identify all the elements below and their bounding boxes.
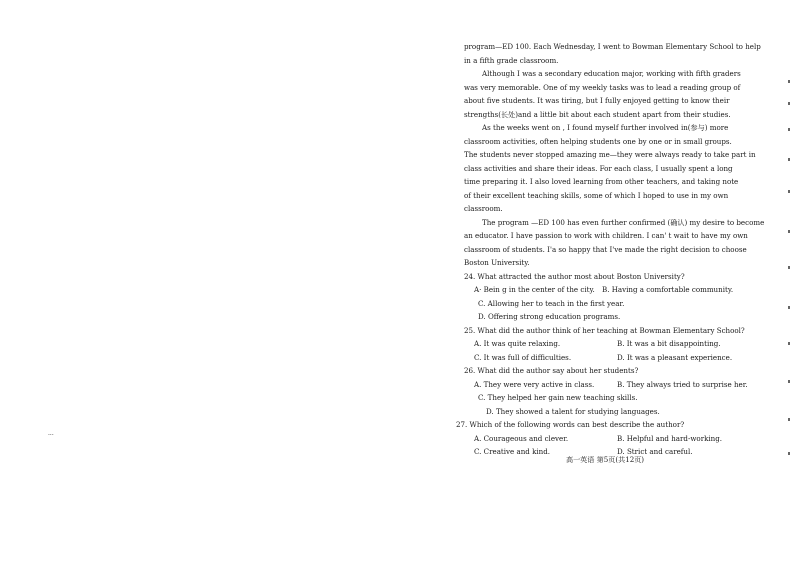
question-25-option-b: B. It was a bit disappointing. [617,339,721,348]
question-24-option-c: C. Allowing her to teach in the first year. [478,298,625,308]
question-26-option-d: D. They showed a talent for studying languages. [486,406,660,416]
passage-line: strengths(长处)and a little bit about each student apart from their studies. [464,109,731,119]
stray-mark: ... [48,430,54,437]
question-26-option-b: B. They always tried to surprise her. [617,379,748,389]
question-24-option-b: B. Having a comfortable community. [602,285,734,294]
question-27-option-b: B. Helpful and hard-working. [617,433,723,443]
question-24-option-d: D. Offering strong education programs. [478,312,621,321]
question-25-stem: 25. What did the author think of her teaching at Bowman Elementary School? [464,325,745,335]
binding-edge-marks [788,80,792,460]
question-25-option-d: D. It was a pleasant experience. [617,352,733,362]
passage-line: about five students. It was tiring, but I fully enjoyed getting to know their [464,96,730,105]
question-27-stem: 27. Which of the following words can best describe the author? [456,420,685,429]
question-27-option-c: C. Creative and kind. [474,447,551,456]
page-footer: 高一英语 第5页(共12页) [566,455,645,464]
question-27-option-d: D. Strict and careful. [617,447,693,456]
passage-line: Although I was a secondary education major, working with fifth graders [482,69,741,78]
passage-line: in a fifth grade classroom. [464,55,559,65]
passage-line: classroom. [464,204,503,213]
passage-line: The students never stopped amazing me—they were always ready to take part in [464,150,756,159]
passage-line: of their excellent teaching skills, some of which I hoped to use in my own [464,190,729,200]
passage-line: classroom activities, often helping students one by one or in small groups. [464,136,732,146]
passage-line: The program —ED 100 has even further confirmed (确认) my desire to become [482,217,765,227]
passage-line: classroom of students. I'a so happy that I've made the right decision to choose [464,244,747,254]
question-26-option-a: A. They were very active in class. [474,379,595,389]
passage-line: program—ED 100. Each Wednesday, I went to Bowman Elementary School to help [464,42,761,51]
question-24-option-a: A· Bein g in the center of the city. [474,285,595,294]
passage-line: Boston University. [464,258,530,267]
question-24-stem: 24. What attracted the author most about Boston University? [464,271,685,281]
passage-line: class activities and share their ideas. For each class, I usually spent a long [464,163,733,173]
question-26-stem: 26. What did the author say about her students? [464,366,639,375]
question-27-option-a: A. Courageous and clever. [474,433,569,443]
question-25-option-c: C. It was full of difficulties. [474,352,572,362]
passage-line: As the weeks went on , I found myself further involved in(参与) more [482,123,729,132]
question-25-option-a: A. It was quite relaxing. [474,339,561,348]
passage-line: was very memorable. One of my weekly tasks was to lead a reading group of [464,82,741,92]
question-26-option-c: C. They helped her gain new teaching skills. [478,393,638,402]
passage-line: an educator. I have passion to work with children. I can' t wait to have my own [464,231,748,240]
passage-line: time preparing it. I also loved learning from other teachers, and taking note [464,177,739,186]
